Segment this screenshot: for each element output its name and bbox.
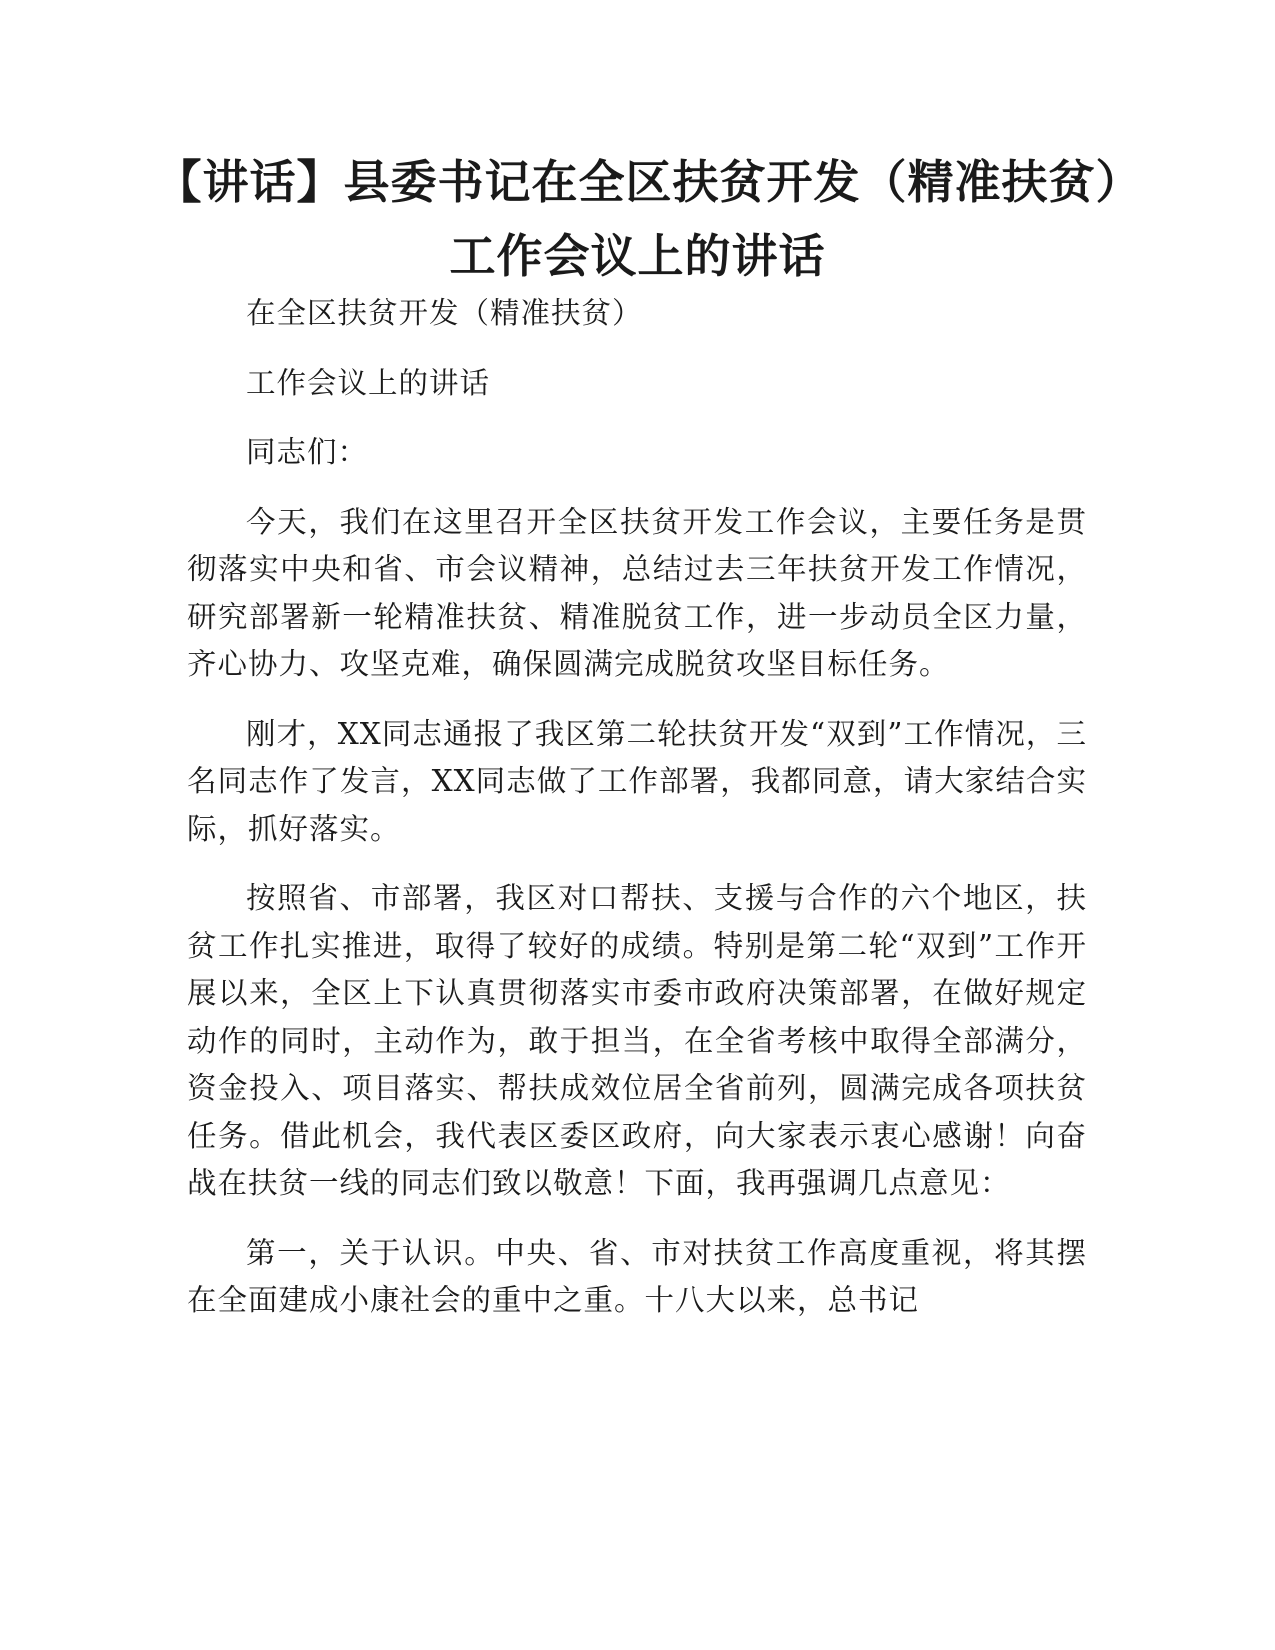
subtitle-line-1: 在全区扶贫开发（精准扶贫） [246, 296, 643, 330]
paragraph-2: 刚才，XX同志通报了我区第二轮扶贫开发“双到”工作情况，三名同志作了发言，XX同志做了工作部署，我都同意，请大家结合实际，抓好落实。 [187, 716, 1087, 846]
salutation: 同志们： [246, 435, 369, 469]
document-body [187, 290, 1087, 1347]
paragraph-4: 第一，关于认识。中央、省、市对扶贫工作高度重视，将其摆在全面建成小康社会的重中之重。十八大以来，总书记 [187, 1235, 1087, 1317]
paragraph-3: 按照省、市部署，我区对口帮扶、支援与合作的六个地区，扶贫工作扎实推进，取得了较好的成绩。特别是第二轮“双到”工作开展以来，全区上下认真贯彻落实市委市政府决策部署，在做好规定动作的同时，主动作为，敢于担当，在全省考核中取得全部满分，资金投入、项目落实、帮扶成效位居全省前列，圆满完成各项扶贫任务。借此机会，我代表区委区政府，向大家表示衷心感谢！向奋战在扶贫一线的同志们致以敬意！下面，我再强调几点意见： [187, 881, 1087, 1200]
document-title: 【讲话】县委书记在全区扶贫开发（精准扶贫）工作会议上的讲话 [155, 155, 1120, 283]
subtitle-line-2: 工作会议上的讲话 [246, 365, 491, 400]
paragraph-1: 今天，我们在这里召开全区扶贫开发工作会议，主要任务是贯彻落实中央和省、市会议精神，总结过去三年扶贫开发工作情况，研究部署新一轮精准扶贫、精准脱贫工作，进一步动员全区力量，齐心协力、攻坚克难，确保圆满完成脱贫攻坚目标任务。 [187, 504, 1087, 681]
